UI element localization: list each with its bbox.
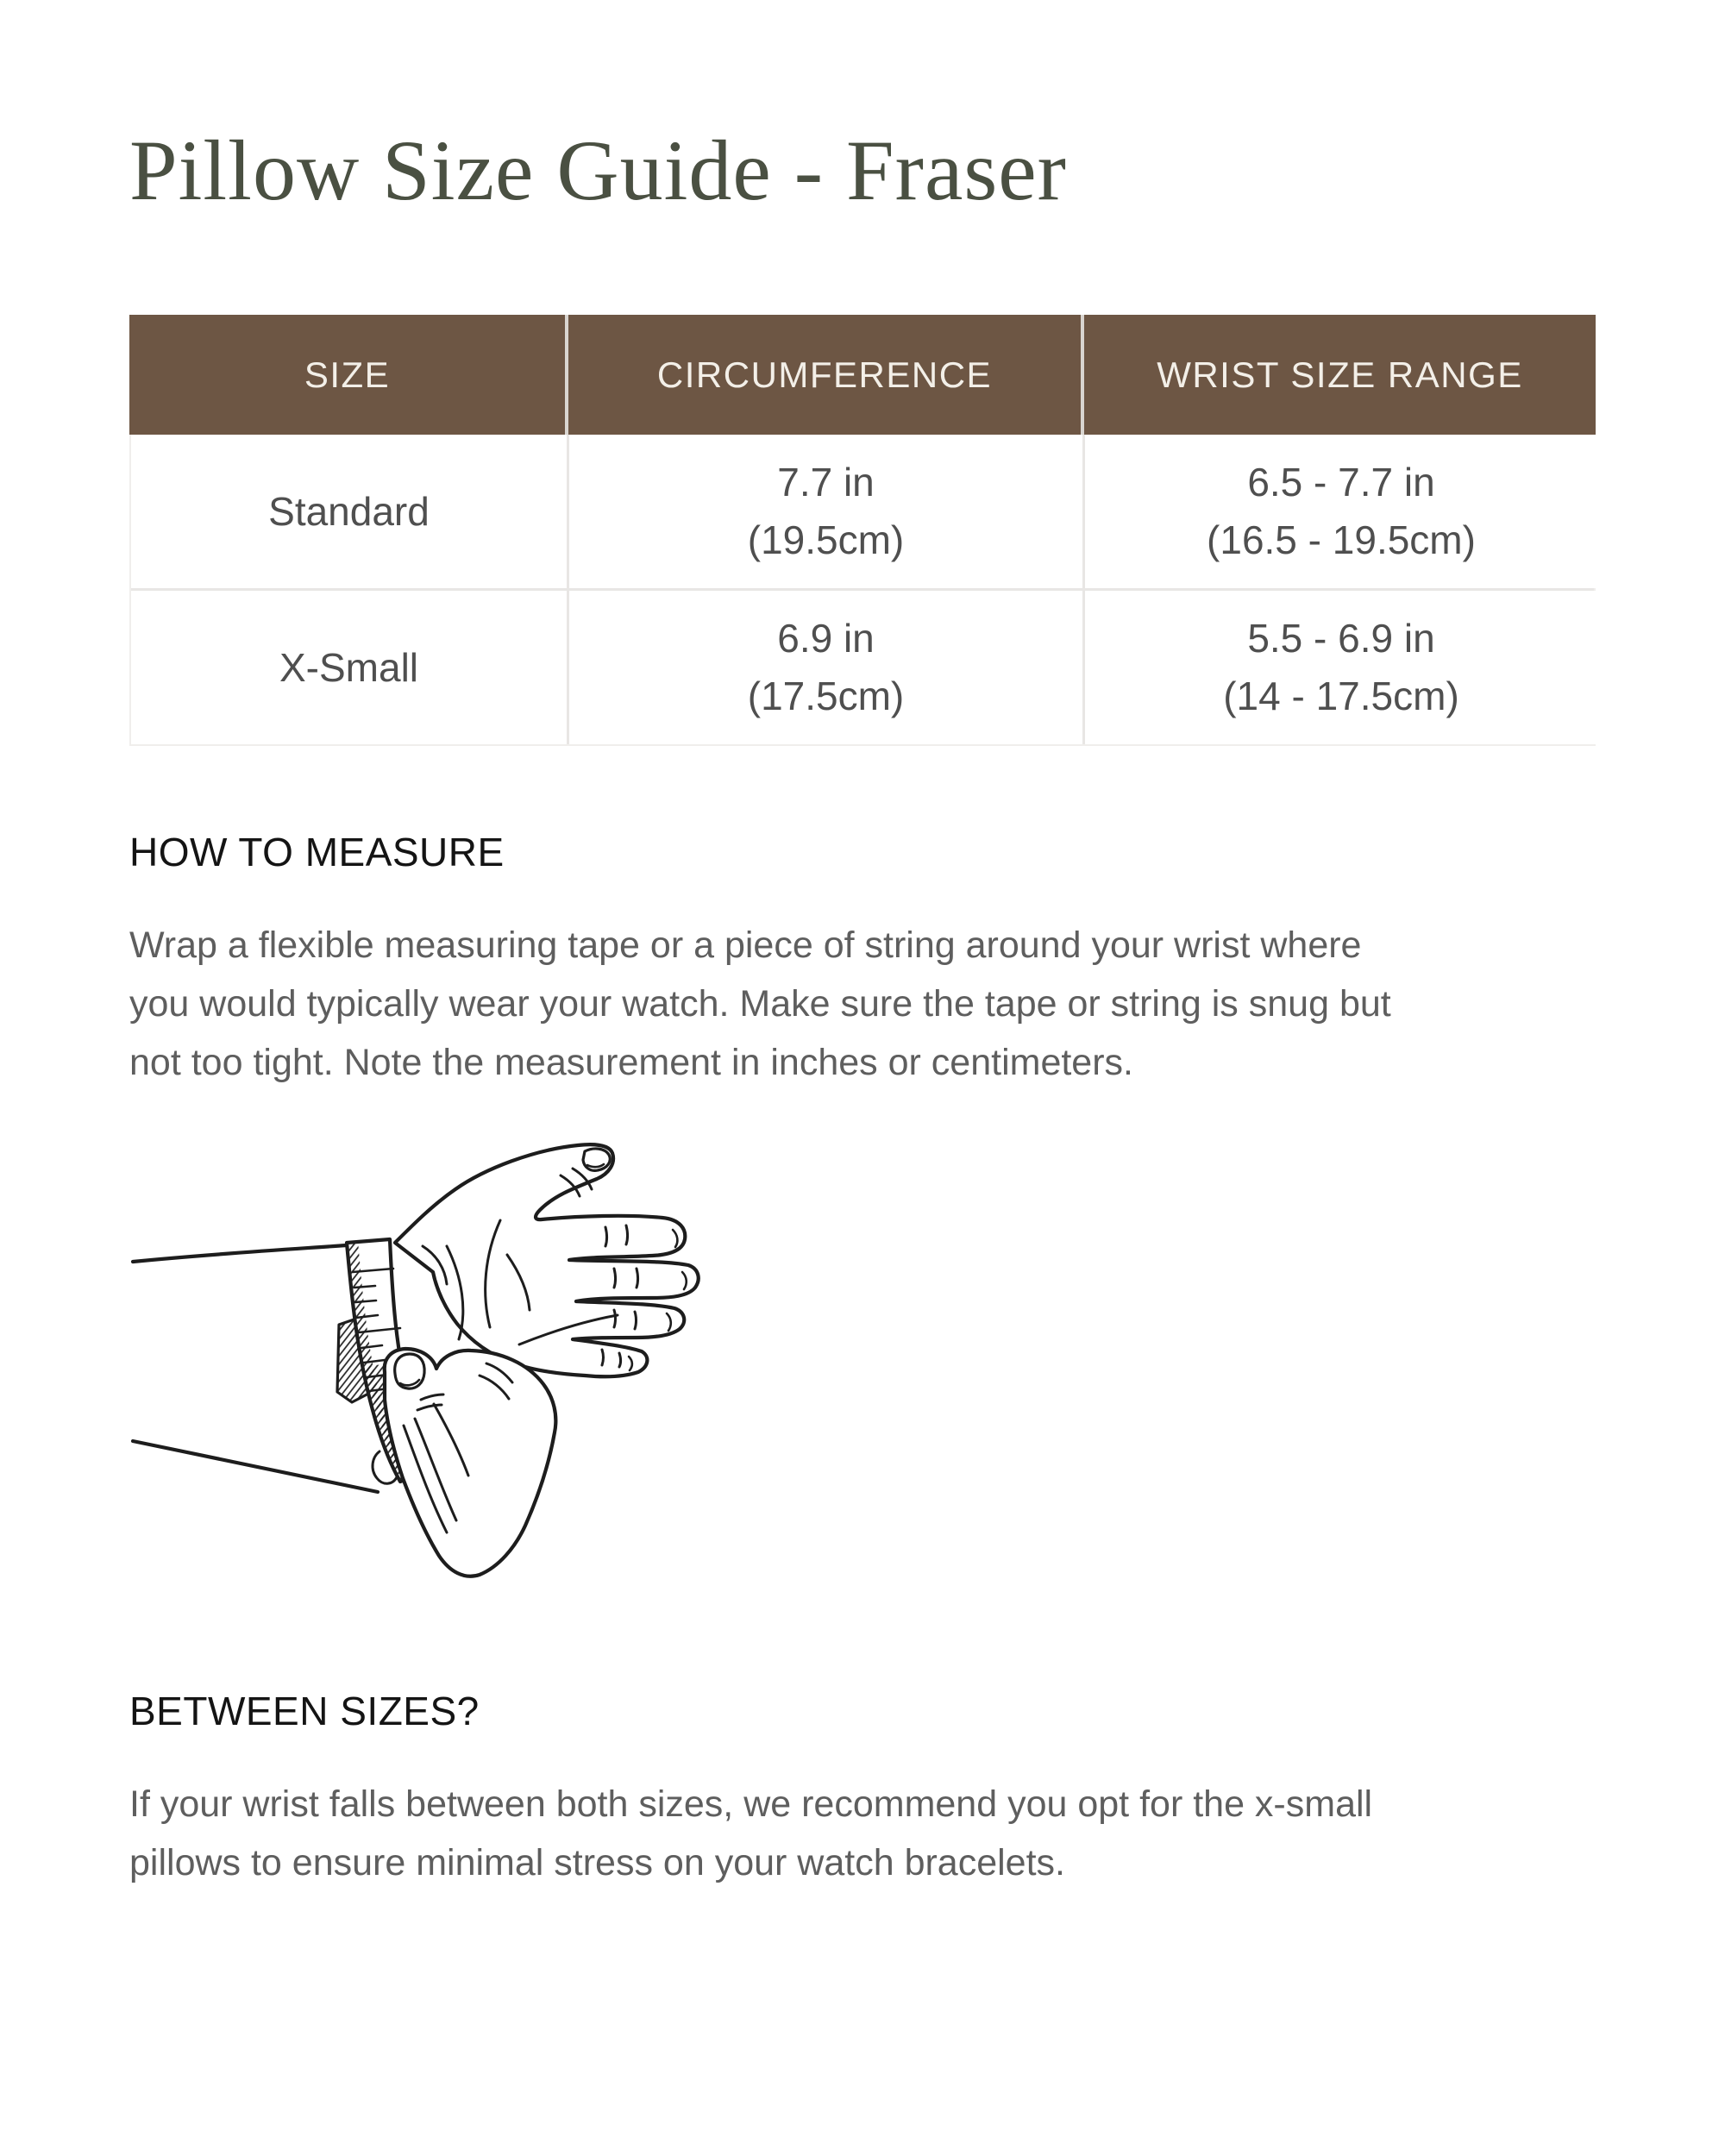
circumference-inches: 6.9 in <box>777 616 875 661</box>
text-line: pillows to ensure minimal stress on your watch bracelets. <box>129 1842 1065 1883</box>
circumference-cm: (17.5cm) <box>747 674 905 718</box>
between-sizes-text <box>129 1775 1630 1892</box>
cell-size-value: Standard <box>268 488 430 534</box>
size-table <box>129 315 1596 746</box>
wrist-range-cm: (14 - 17.5cm) <box>1223 674 1459 718</box>
cell-wrist-size-range <box>1082 435 1597 588</box>
size-table-header-size: SIZE <box>129 315 565 435</box>
cell-size <box>131 435 567 588</box>
table-row-standard <box>131 435 1594 588</box>
text-line: If your wrist falls between both sizes, we recommend you opt for the x-small <box>129 1783 1373 1825</box>
palm-outline <box>395 1144 699 1376</box>
size-table-header-row <box>129 315 1596 435</box>
circumference-inches: 7.7 in <box>777 460 875 505</box>
cell-circumference <box>567 591 1082 744</box>
wrist-range-inches: 6.5 - 7.7 in <box>1247 460 1435 505</box>
wrist-measuring-illustration <box>129 1141 802 1589</box>
circumference-cm: (19.5cm) <box>747 517 905 562</box>
cell-circumference <box>567 435 1082 588</box>
size-table-body <box>129 435 1596 746</box>
text-line: Wrap a flexible measuring tape or a piece of string around your wrist where <box>129 924 1362 966</box>
text-line: you would typically wear your watch. Make sure the tape or string is snug but <box>129 983 1391 1025</box>
forearm-top-line <box>133 1245 347 1262</box>
how-to-measure-text <box>129 916 1630 1092</box>
between-sizes-heading: BETWEEN SIZES? <box>129 1689 480 1733</box>
cell-size <box>131 591 567 744</box>
table-row-x-small <box>131 588 1594 744</box>
cell-wrist-size-range <box>1082 591 1597 744</box>
wrist-range-inches: 5.5 - 6.9 in <box>1247 616 1435 661</box>
cell-size-value: X-Small <box>279 644 419 690</box>
size-table-header-circumference: CIRCUMFERENCE <box>565 315 1081 435</box>
page-title: Pillow Size Guide - Fraser <box>129 122 1067 218</box>
size-table-header-wrist-size-range: WRIST SIZE RANGE <box>1081 315 1596 435</box>
text-line: not too tight. Note the measurement in inches or centimeters. <box>129 1042 1133 1083</box>
wrist-range-cm: (16.5 - 19.5cm) <box>1207 517 1476 562</box>
how-to-measure-heading: HOW TO MEASURE <box>129 830 505 874</box>
forearm-bottom-line <box>133 1441 378 1492</box>
hand-measuring-wrist-drawing <box>129 1141 802 1589</box>
